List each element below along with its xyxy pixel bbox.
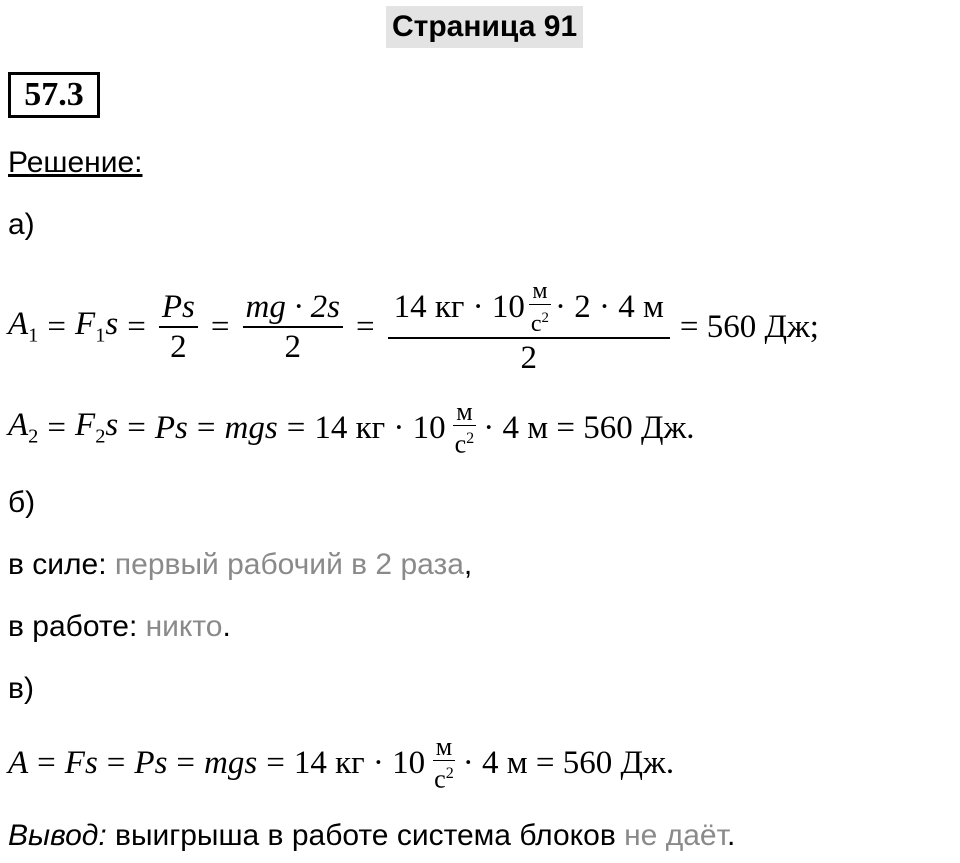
solution-label: Решение: [8,146,143,179]
equation-c: A = Fs = Ps = mgs = 14 кг · 10 $\frac{м}{с^2}$ · 4 м = 560 Дж. [8,731,675,794]
eq1-F1s: $F_1s$ [75,306,119,347]
equation-a2: $A_2$ = $F_2s$ = Ps = mgs = 14 кг · 10 $\frac{м}{с^2}$ · 4 м = 560 Дж. [8,396,695,459]
eq2-unit-frac: $\frac{м}{с^2}$ [454,396,475,459]
eq1-frac-ps: $\frac{Ps}{2}$ [159,288,198,366]
part-b-force-line: в силе: первый рабочий в 2 раза, [8,548,473,581]
part-a-label: а) [8,208,35,241]
answer-force: первый рабочий в 2 раза [114,548,464,581]
part-c-label: в) [8,672,34,705]
conclusion-line: Вывод: выигрыша в работе система блоков не даёт. [8,819,736,852]
part-b-work-line: в работе: никто. [8,610,231,643]
eq1-frac-mg2s: $\frac{mg \cdot 2s}{2}$ [243,288,343,366]
eq1-A1: $A_1$ [8,306,39,347]
answer-work: никто [145,610,223,643]
part-b-label: б) [8,486,36,519]
conclusion-answer: не даёт [624,819,727,852]
page-title: Страница 91 [386,6,583,48]
eq1-frac-numeric: 14 кг · 10 $\frac{м}{с^2}$ · 2 · 4 м 2 [388,278,670,377]
task-number: 57.3 [8,72,100,118]
equation-a1: $A_1$ = $F_1s$ = $\frac{Ps}{2}$ = $\frac{mg \cdot 2s}{2}$ = 14 кг · 10 $\frac{м}{с^2}$ · 2 · 4 м 2 = 560 Дж; [8,277,819,376]
conclusion-label: Вывод: [8,819,107,852]
eq3-unit-frac: $\frac{м}{с^2}$ [434,731,454,794]
eq1-unit-frac: $\frac{м}{с^2}$ [530,277,549,337]
